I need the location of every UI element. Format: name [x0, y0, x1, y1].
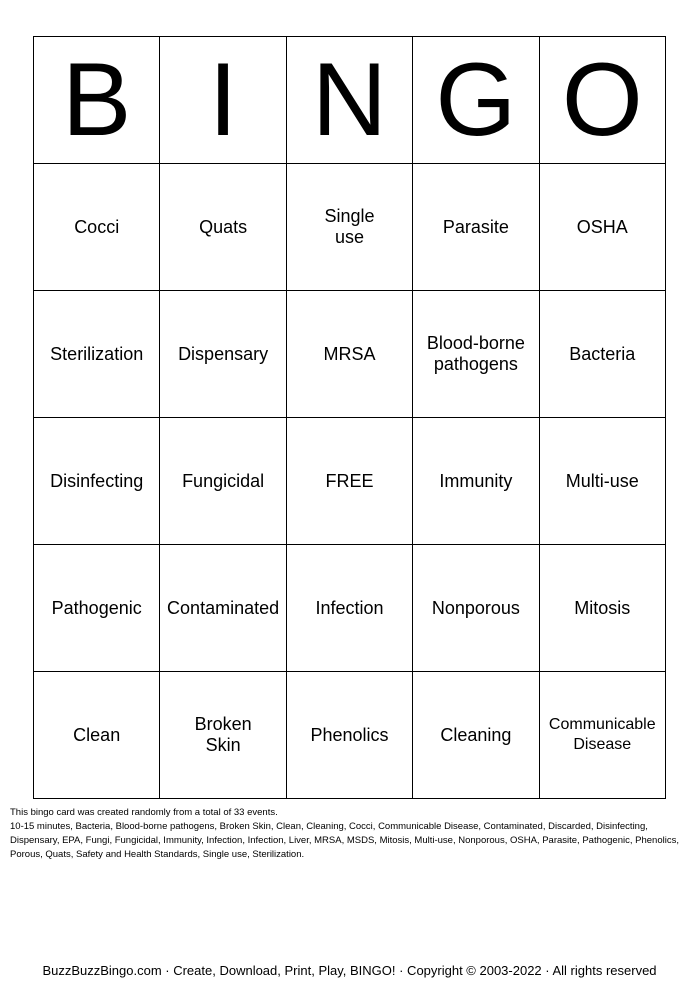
bingo-row-3 — [34, 418, 666, 545]
bingo-cell: Mitosis — [539, 545, 665, 672]
bingo-card — [33, 36, 666, 799]
card-notes — [10, 806, 682, 862]
bingo-cell: Quats — [160, 164, 286, 291]
bingo-cell: Multi-use — [539, 418, 665, 545]
bingo-cell: Fungicidal — [160, 418, 286, 545]
bingo-cell: Single use — [286, 164, 412, 291]
event-list: 10-15 minutes, Bacteria, Blood-borne pathogens, Broken Skin, Clean, Cleaning, Cocci, Communicable Disease, Contaminated, Discarded, Disinfecting, Dispensary, EPA, Fungi, Fungicidal, Immunity, Infection, Infection, Liver, MRSA, MSDS, Mitosis, Multi-use, Nonporous, OSHA, Parasite, Pathogenic, Phenolics, Porous, Quats, Safety and Health Standards, Single use, Sterilization. — [10, 821, 679, 860]
bingo-cell: Dispensary — [160, 291, 286, 418]
bingo-cell: Pathogenic — [34, 545, 160, 672]
page-footer: BuzzBuzzBingo.com · Create, Download, Print, Play, BINGO! · Copyright © 2003-2022 · All rights reserved — [42, 963, 657, 978]
bingo-free-cell: FREE — [286, 418, 412, 545]
bingo-cell: Blood-borne pathogens — [413, 291, 539, 418]
bingo-row-1 — [34, 164, 666, 291]
bingo-header-row — [34, 37, 666, 164]
bingo-cell: MRSA — [286, 291, 412, 418]
bingo-cell: Sterilization — [34, 291, 160, 418]
bingo-cell: Cleaning — [413, 672, 539, 799]
bingo-row-4 — [34, 545, 666, 672]
bingo-cell: Disinfecting — [34, 418, 160, 545]
bingo-cell: Broken Skin — [160, 672, 286, 799]
card-summary: This bingo card was created randomly from a total of 33 events. — [10, 807, 278, 818]
bingo-cell: Parasite — [413, 164, 539, 291]
bingo-cell: Infection — [286, 545, 412, 672]
bingo-cell: Nonporous — [413, 545, 539, 672]
bingo-row-5 — [34, 672, 666, 799]
bingo-cell: Communicable Disease — [539, 672, 665, 799]
header-letter-b: B — [34, 37, 160, 164]
bingo-cell: Clean — [34, 672, 160, 799]
bingo-cell: Bacteria — [539, 291, 665, 418]
bingo-row-2 — [34, 291, 666, 418]
bingo-cell: Phenolics — [286, 672, 412, 799]
header-letter-o: O — [539, 37, 665, 164]
bingo-cell: Contaminated — [160, 545, 286, 672]
header-letter-i: I — [160, 37, 286, 164]
header-letter-g: G — [413, 37, 539, 164]
bingo-cell: Cocci — [34, 164, 160, 291]
bingo-cell: OSHA — [539, 164, 665, 291]
bingo-cell: Immunity — [413, 418, 539, 545]
header-letter-n: N — [286, 37, 412, 164]
